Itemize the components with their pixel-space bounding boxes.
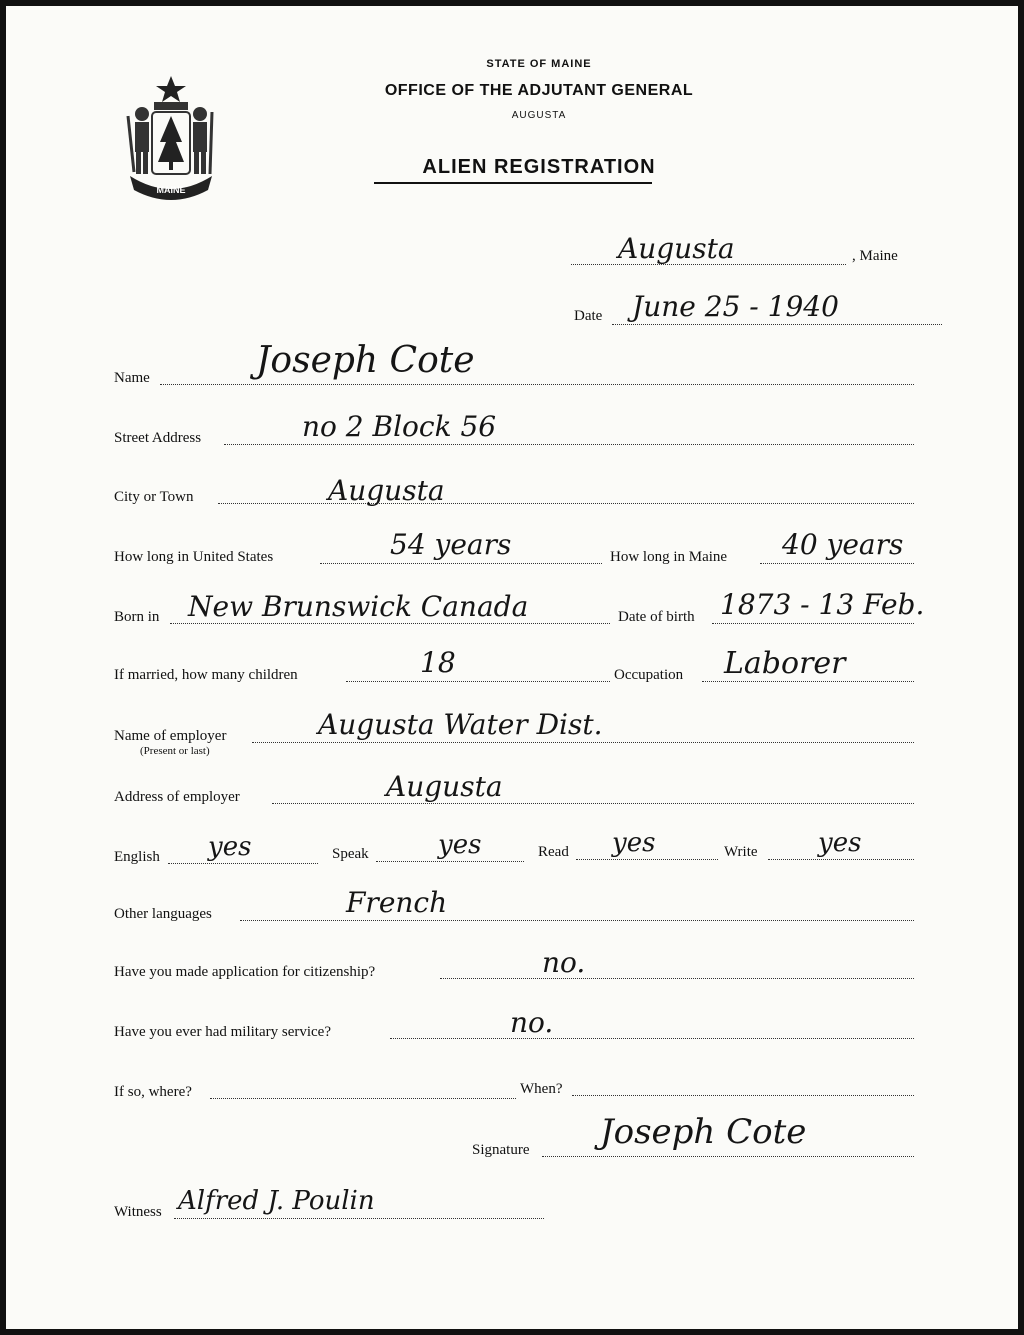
when-line — [572, 1095, 914, 1096]
how-long-us-label: How long in United States — [114, 549, 274, 565]
children-line — [346, 681, 610, 682]
where-label: If so, where? — [114, 1084, 192, 1100]
street-line — [224, 444, 914, 445]
how-long-us-line — [320, 563, 602, 564]
date-value[interactable]: June 25 - 1940 — [632, 290, 839, 323]
military-line — [390, 1038, 914, 1039]
citizenship-line — [440, 978, 914, 979]
employer-address-line — [272, 803, 914, 804]
street-value[interactable]: no 2 Block 56 — [302, 410, 497, 443]
citizenship-label: Have you made application for citizenship? — [114, 964, 376, 980]
born-in-value[interactable]: New Brunswick Canada — [188, 590, 529, 623]
date-line — [612, 324, 942, 325]
witness-label: Witness — [114, 1204, 162, 1220]
title-underline — [374, 182, 652, 184]
seal-banner-text: MAINE — [156, 185, 186, 195]
military-label: Have you ever had military service? — [114, 1024, 331, 1040]
form-title: ALIEN REGISTRATION — [422, 156, 656, 178]
place-value[interactable]: Augusta — [618, 232, 735, 265]
name-line — [160, 384, 914, 385]
street-label: Street Address — [114, 430, 202, 446]
employer-address-value[interactable]: Augusta — [386, 770, 503, 803]
where-line — [210, 1098, 516, 1099]
place-suffix-label: , Maine — [852, 248, 898, 264]
city-heading: AUGUSTA — [511, 110, 567, 121]
occupation-line — [702, 681, 914, 682]
witness-value[interactable]: Alfred J. Poulin — [178, 1186, 375, 1216]
how-long-me-label: How long in Maine — [610, 549, 728, 565]
date-label: Date — [574, 308, 603, 324]
city-line — [218, 503, 914, 504]
citizenship-value[interactable]: no. — [542, 946, 586, 979]
signature-value[interactable]: Joseph Cote — [600, 1112, 807, 1152]
english-line — [168, 863, 318, 864]
english-label: English — [114, 849, 160, 865]
english-value[interactable]: yes — [208, 832, 252, 862]
employer-line — [252, 742, 914, 743]
write-line — [768, 859, 914, 860]
dob-label: Date of birth — [618, 609, 695, 625]
speak-label: Speak — [332, 846, 369, 862]
born-in-label: Born in — [114, 609, 160, 625]
how-long-us-value[interactable]: 54 years — [390, 528, 512, 561]
city-label: City or Town — [114, 489, 194, 505]
name-label: Name — [114, 370, 150, 386]
read-label: Read — [538, 844, 569, 860]
born-in-line — [170, 623, 610, 624]
state-heading: STATE OF MAINE — [486, 58, 592, 70]
employer-label: Name of employer — [114, 728, 227, 744]
registration-form — [6, 6, 1018, 1329]
signature-label: Signature — [472, 1142, 530, 1158]
witness-line — [174, 1218, 544, 1219]
employer-note: (Present or last) — [140, 745, 210, 757]
employer-address-label: Address of employer — [114, 789, 240, 805]
write-label: Write — [724, 844, 758, 860]
occupation-value[interactable]: Laborer — [724, 646, 846, 681]
how-long-me-line — [760, 563, 914, 564]
children-value[interactable]: 18 — [420, 646, 456, 679]
occupation-label: Occupation — [614, 667, 684, 683]
read-value[interactable]: yes — [612, 828, 656, 858]
speak-value[interactable]: yes — [438, 830, 482, 860]
dob-value[interactable]: 1873 - 13 Feb. — [720, 588, 925, 621]
other-languages-label: Other languages — [114, 906, 212, 922]
city-value[interactable]: Augusta — [328, 474, 445, 507]
other-languages-line — [240, 920, 914, 921]
name-value[interactable]: Joseph Cote — [256, 340, 475, 381]
when-label: When? — [520, 1081, 563, 1097]
signature-line — [542, 1156, 914, 1157]
other-languages-value[interactable]: French — [346, 886, 448, 919]
speak-line — [376, 861, 524, 862]
how-long-me-value[interactable]: 40 years — [782, 528, 904, 561]
children-label: If married, how many children — [114, 667, 298, 683]
office-heading: OFFICE OF THE ADJUTANT GENERAL — [384, 82, 694, 99]
read-line — [576, 859, 718, 860]
military-value[interactable]: no. — [510, 1006, 554, 1039]
employer-value[interactable]: Augusta Water Dist. — [318, 708, 603, 741]
dob-line — [712, 623, 914, 624]
write-value[interactable]: yes — [818, 828, 862, 858]
